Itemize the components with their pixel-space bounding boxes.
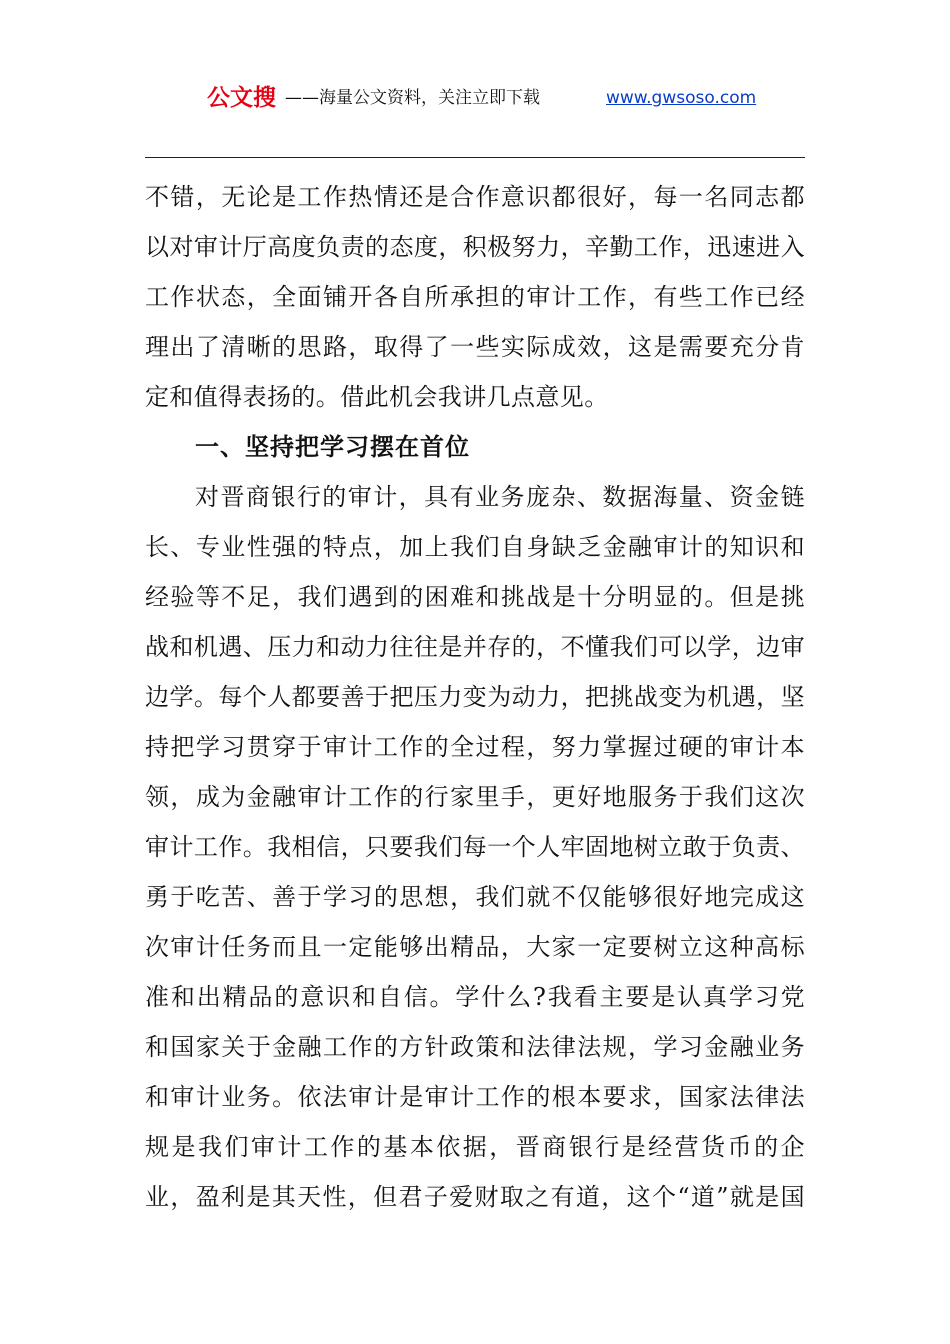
text-line: 理出了清晰的思路，取得了一些实际成效，这是需要充分肯: [145, 333, 805, 361]
text-line: 不错，无论是工作热情还是合作意识都很好，每一名同志都: [145, 183, 805, 211]
document-body: [145, 172, 805, 1222]
text-line: 业，盈利是其天性，但君子爱财取之有道，这个“道”就是国: [145, 1183, 805, 1211]
text-line: 持把学习贯穿于审计工作的全过程，努力掌握过硬的审计本: [145, 733, 805, 761]
text-line: 勇于吃苦、善于学习的思想，我们就不仅能够很好地完成这: [145, 883, 805, 911]
brand-logo-text: 公文搜: [207, 85, 276, 111]
text-line: 审计工作。我相信，只要我们每一个人牢固地树立敢于负责、: [145, 833, 805, 861]
page-header: [145, 82, 805, 114]
text-line: 定和值得表扬的。借此机会我讲几点意见。: [145, 383, 609, 411]
text-line: 次审计任务而且一定能够出精品，大家一定要树立这种高标: [145, 933, 805, 961]
website-link[interactable]: www.gwsoso.com: [606, 88, 757, 108]
text-line: 以对审计厅高度负责的态度，积极努力，辛勤工作，迅速进入: [145, 233, 805, 261]
text-line: 经验等不足，我们遇到的困难和挑战是十分明显的。但是挑: [145, 583, 805, 611]
text-line: 规是我们审计工作的基本依据，晋商银行是经营货币的企: [145, 1133, 805, 1161]
section-heading: 一、坚持把学习摆在首位: [195, 433, 470, 461]
text-line: 和国家关于金融工作的方针政策和法律法规，学习金融业务: [145, 1033, 805, 1061]
header-slogan: ——海量公文资料，关注立即下载: [285, 88, 540, 108]
text-line: 工作状态，全面铺开各自所承担的审计工作，有些工作已经: [145, 283, 805, 311]
text-line: 和审计业务。依法审计是审计工作的根本要求，国家法律法: [145, 1083, 805, 1111]
text-line: 对晋商银行的审计，具有业务庞杂、数据海量、资金链: [195, 483, 805, 511]
text-line: 准和出精品的意识和自信。学什么?我看主要是认真学习党: [145, 983, 805, 1011]
text-line: 长、专业性强的特点，加上我们自身缺乏金融审计的知识和: [145, 533, 805, 561]
header-divider: [145, 157, 805, 158]
text-line: 边学。每个人都要善于把压力变为动力，把挑战变为机遇，坚: [145, 683, 805, 711]
text-line: 领，成为金融审计工作的行家里手，更好地服务于我们这次: [145, 783, 805, 811]
text-line: 战和机遇、压力和动力往往是并存的，不懂我们可以学，边审: [145, 633, 805, 661]
